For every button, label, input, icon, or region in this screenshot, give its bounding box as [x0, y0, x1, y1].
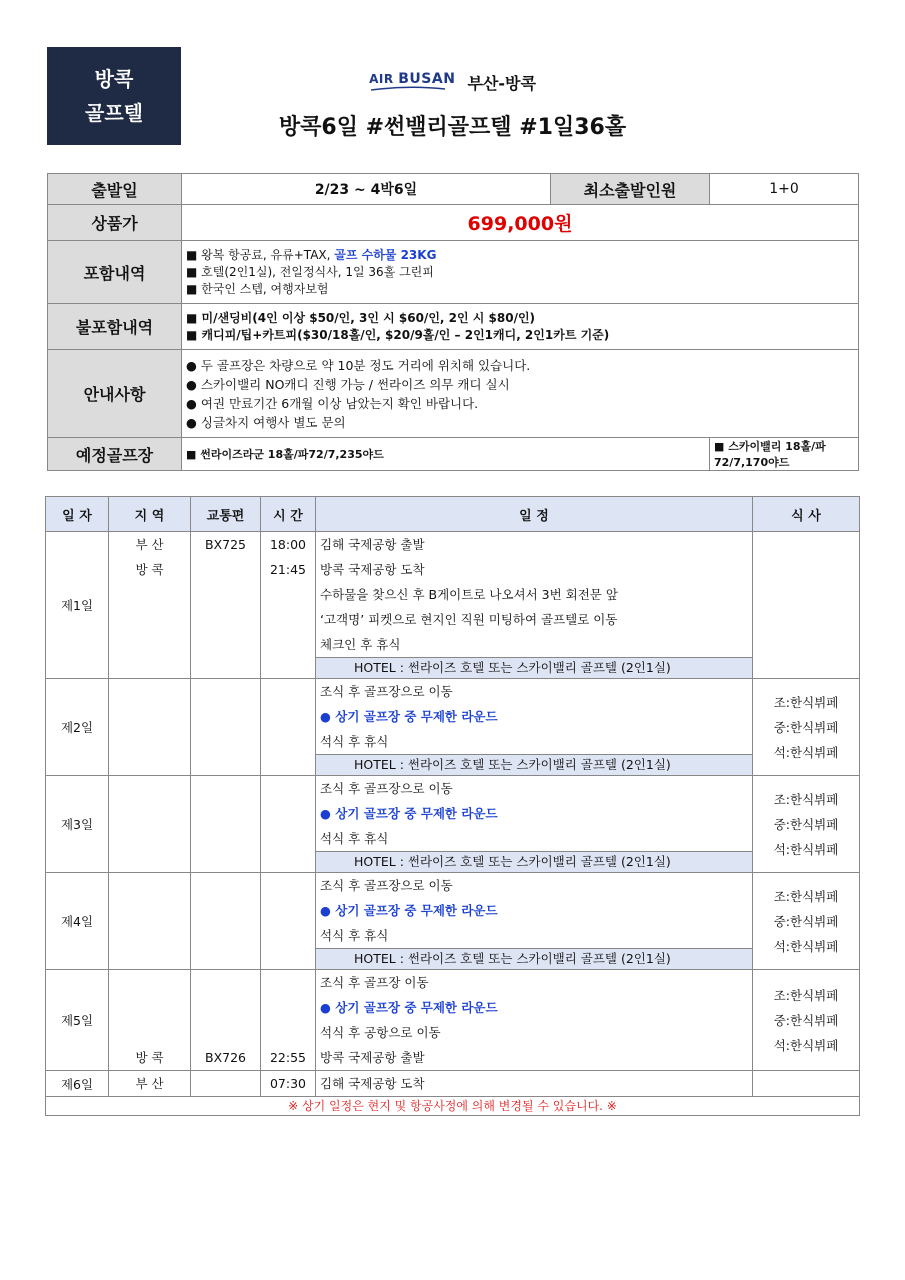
schedule-line: 조식 후 골프장으로 이동 [320, 878, 453, 893]
excluded-label: 불포함내역 [48, 304, 182, 350]
transport: BX726 [205, 1050, 246, 1065]
meal-breakfast: 조:한식뷔페 [773, 791, 839, 807]
col-header-day: 일 자 [46, 497, 109, 532]
course-sunrise: ■ 썬라이즈라군 18홀/파72/7,235야드 [182, 438, 710, 471]
meal-lunch: 중:한식뷔페 [773, 719, 839, 735]
schedule-line: 조식 후 골프장으로 이동 [320, 781, 453, 796]
table-row [46, 970, 860, 1071]
transport: BX725 [205, 537, 246, 552]
logo-air: AIR [369, 72, 394, 86]
hotel-info: HOTEL : 썬라이즈 호텔 또는 스카이밸리 골프텔 (2인1실) [316, 851, 752, 872]
day-label: 제3일 [46, 776, 109, 873]
notice-item: ● 싱글차지 여행사 별도 문의 [186, 414, 346, 430]
included-item: ■ 왕복 항공료, 유류+TAX, [186, 247, 335, 262]
schedule-line: 김해 국제공항 도착 [320, 1076, 425, 1091]
hotel-info: HOTEL : 썬라이즈 호텔 또는 스카이밸리 골프텔 (2인1실) [316, 754, 752, 775]
schedule-line: 방콕 국제공항 도착 [320, 562, 425, 577]
price-label: 상품가 [48, 205, 182, 241]
schedule-line: 석식 후 공항으로 이동 [320, 1025, 441, 1040]
schedule-line: 석식 후 휴식 [320, 928, 389, 943]
meal-dinner: 석:한식뷔페 [773, 744, 839, 760]
time: 07:30 [269, 1076, 307, 1091]
min-people-value: 1+0 [710, 174, 859, 205]
notice-list [182, 350, 859, 438]
product-info-table [47, 173, 859, 471]
schedule-line: 체크인 후 휴식 [320, 637, 401, 652]
day-label: 제1일 [46, 532, 109, 679]
schedule-table [45, 496, 860, 1116]
col-header-transport: 교통편 [191, 497, 261, 532]
included-item: ■ 한국인 스텝, 여행자보험 [186, 281, 329, 296]
table-row [46, 532, 860, 679]
region: 방 콕 [135, 562, 164, 577]
meal-breakfast: 조:한식뷔페 [773, 694, 839, 710]
round-line: ● 상기 골프장 중 무제한 라운드 [320, 1000, 498, 1015]
region: 부 산 [135, 537, 164, 552]
schedule-note: ※ 상기 일정은 현지 및 항공사정에 의해 변경될 수 있습니다. ※ [46, 1097, 860, 1116]
excluded-item: ■ 미/샌딩비(4인 이상 $50/인, 3인 시 $60/인, 2인 시 $80/인) [186, 310, 536, 325]
meal-dinner: 석:한식뷔페 [773, 938, 839, 954]
schedule-line: 석식 후 휴식 [320, 734, 389, 749]
meal-dinner: 석:한식뷔페 [773, 1037, 839, 1053]
included-item: ■ 호텔(2인1실), 전일정식사, 1일 36홀 그린피 [186, 264, 434, 279]
meal-breakfast: 조:한식뷔페 [773, 888, 839, 904]
excluded-list [182, 304, 859, 350]
table-row [46, 776, 860, 873]
schedule-line: 수하물을 찾으신 후 B게이트로 나오셔서 3번 회전문 앞 [320, 587, 618, 602]
day-label: 제6일 [46, 1071, 109, 1097]
schedule-line: ‘고객명’ 피켓으로 현지인 직원 미팅하여 골프텔로 이동 [320, 612, 618, 627]
route: 부산-방콕 [467, 73, 536, 93]
notice-label: 안내사항 [48, 350, 182, 438]
time: 21:45 [269, 562, 307, 577]
schedule-line: 김해 국제공항 출발 [320, 537, 425, 552]
logo-busan: BUSAN [398, 71, 456, 87]
schedule-line: 석식 후 휴식 [320, 831, 389, 846]
air-busan-logo [369, 72, 455, 92]
included-label: 포함내역 [48, 241, 182, 304]
tag-line2: 골프텔 [85, 101, 143, 125]
col-header-region: 지 역 [109, 497, 191, 532]
round-line: ● 상기 골프장 중 무제한 라운드 [320, 709, 498, 724]
region: 방 콕 [135, 1050, 164, 1065]
included-list [182, 241, 859, 304]
col-header-meals: 식 사 [753, 497, 860, 532]
meal-breakfast: 조:한식뷔페 [773, 987, 839, 1003]
included-highlight: 골프 수하물 23KG [334, 247, 437, 262]
course-skyvalley: ■ 스카이밸리 18홀/파72/7,170야드 [710, 438, 859, 471]
schedule-line: 조식 후 골프장으로 이동 [320, 684, 453, 699]
day-label: 제2일 [46, 679, 109, 776]
notice-item: ● 두 골프장은 차량으로 약 10분 정도 거리에 위치해 있습니다. [186, 357, 531, 373]
time: 18:00 [269, 537, 307, 552]
day-label: 제5일 [46, 970, 109, 1071]
time: 22:55 [269, 1050, 307, 1065]
table-row [46, 679, 860, 776]
meal-lunch: 중:한식뷔페 [773, 816, 839, 832]
table-row [46, 1071, 860, 1097]
round-line: ● 상기 골프장 중 무제한 라운드 [320, 806, 498, 821]
region: 부 산 [135, 1076, 164, 1091]
courses-label: 예정골프장 [48, 438, 182, 471]
notice-item: ● 스카이밸리 NO캐디 진행 가능 / 썬라이즈 의무 캐디 실시 [186, 376, 510, 392]
table-row [46, 873, 860, 970]
page-title: 방콕6일 #썬밸리골프텔 #1일36홀 [278, 115, 627, 140]
hotel-info: HOTEL : 썬라이즈 호텔 또는 스카이밸리 골프텔 (2인1실) [316, 657, 752, 678]
hotel-info: HOTEL : 썬라이즈 호텔 또는 스카이밸리 골프텔 (2인1실) [316, 948, 752, 969]
col-header-schedule: 일 정 [316, 497, 753, 532]
meal-lunch: 중:한식뷔페 [773, 1012, 839, 1028]
schedule-line: 조식 후 골프장 이동 [320, 975, 429, 990]
round-line: ● 상기 골프장 중 무제한 라운드 [320, 903, 498, 918]
departure-label: 출발일 [48, 174, 182, 205]
logo-swoosh-icon [369, 86, 447, 92]
meal-dinner: 석:한식뷔페 [773, 841, 839, 857]
notice-item: ● 여권 만료기간 6개월 이상 남았는지 확인 바랍니다. [186, 395, 479, 411]
excluded-item: ■ 캐디피/팁+카트피($30/18홀/인, $20/9홀/인 – 2인1캐디, 2인1카트 기준) [186, 327, 610, 342]
brand-row [0, 68, 905, 94]
col-header-time: 시 간 [261, 497, 316, 532]
day-label: 제4일 [46, 873, 109, 970]
min-people-label: 최소출발인원 [551, 174, 710, 205]
meal-lunch: 중:한식뷔페 [773, 913, 839, 929]
departure-value: 2/23 ~ 4박6일 [182, 174, 551, 205]
tag-line1: 방콕 [94, 67, 134, 91]
schedule-line: 방콕 국제공항 출발 [320, 1050, 425, 1065]
price-value: 699,000원 [182, 205, 859, 241]
